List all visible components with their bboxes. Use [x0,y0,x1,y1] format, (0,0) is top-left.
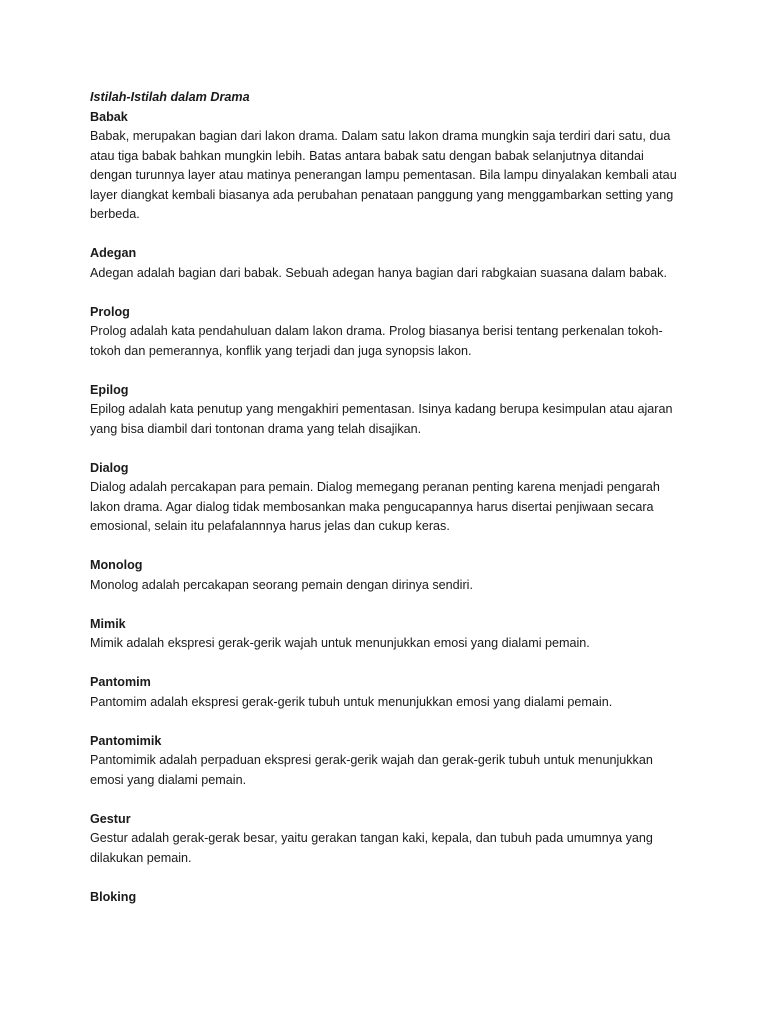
term-heading: Epilog [90,382,129,397]
term-definition: Mimik adalah ekspresi gerak-gerik wajah untuk menunjukkan emosi yang dialami pemain. [90,636,590,650]
term-definition: Gestur adalah gerak-gerak besar, yaitu gerakan tangan kaki, kepala, dan tubuh pada umumnya yang dilakukan pemain. [90,831,653,865]
term-heading: Mimik [90,616,126,631]
term-definition: Babak, merupakan bagian dari lakon drama. Dalam satu lakon drama mungkin saja terdiri dari satu, dua atau tiga babak bahkan mungkin lebih. Batas antara babak satu dengan babak selanjutnya ditandai dengan turunnya layer atau matinya penerangan lampu pementasan. Bila lampu dinyalakan kembali atau layer diangkat kembali biasanya ada perubahan penataan panggung yang menggambarkan setting yang berbeda. [90,129,677,221]
section-adegan [90,244,680,283]
document-page [90,88,680,927]
term-definition: Dialog adalah percakapan para pemain. Dialog memegang peranan penting karena menjadi pengarah lakon drama. Agar dialog tidak membosankan maka pengucapannya harus disertai penjiwaan secara emosional, selain itu pelafalannnya harus jelas dan cukup keras. [90,480,660,533]
term-definition: Pantomimik adalah perpaduan ekspresi gerak-gerik wajah dan gerak-gerik tubuh untuk menunjukkan emosi yang dialami pemain. [90,753,653,787]
section-bloking [90,888,680,908]
section-epilog [90,381,680,440]
term-heading: Pantomimik [90,733,162,748]
term-definition: Adegan adalah bagian dari babak. Sebuah adegan hanya bagian dari rabgkaian suasana dalam babak. [90,265,667,280]
term-heading: Monolog [90,558,143,572]
section-pantomim [90,673,680,712]
term-definition: Pantomim adalah ekspresi gerak-gerik tubuh untuk menunjukkan emosi yang dialami pemain. [90,694,613,709]
term-heading: Bloking [90,889,137,904]
document-title: Istilah-Istilah dalam Drama [90,90,250,104]
term-heading: Adegan [90,246,137,260]
term-heading: Babak [90,109,128,124]
term-heading: Dialog [90,460,129,475]
section-pantomimik [90,732,680,791]
term-definition: Prolog adalah kata pendahuluan dalam lakon drama. Prolog biasanya berisi tentang perkenalan tokoh-tokoh dan pemerannya, konflik yang terjadi dan juga synopsis lakon. [90,324,663,358]
section-prolog [90,303,680,362]
term-heading: Gestur [90,811,131,826]
section-mimik [90,615,680,654]
term-definition: Monolog adalah percakapan seorang pemain dengan dirinya sendiri. [90,577,473,592]
section-gestur [90,810,680,869]
term-definition: Epilog adalah kata penutup yang mengakhiri pementasan. Isinya kadang berupa kesimpulan atau ajaran yang bisa diambil dari tontonan drama yang telah disajikan. [90,402,673,436]
section-monolog [90,556,680,595]
section-dialog [90,459,680,537]
term-heading: Pantomim [90,675,151,689]
term-heading: Prolog [90,304,130,319]
section-babak [90,108,680,225]
